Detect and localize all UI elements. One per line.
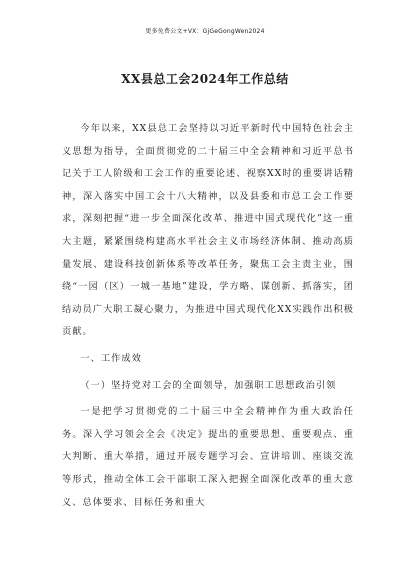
intro-paragraph: 今年以来，XX县总工会坚持以习近平新时代中国特色社会主义思想为指导，全面贯彻党的二十届三中全会精神和习近平总书记关于工人阶级和工会工作的重要论述、视察XX时的重要讲话精神，深入落实中国工会十八大精神，以及县委和市总工会工作要求，深刻把握“进一步全面深化改革、推进中国式现代化”这一重大主题，紧紧围绕构建高水平社会主义市场经济体制、推动高质量发展、建设科技创新体系等改革任务，聚焦工会主责主业，围绕“一园（区）一城一基地”建设，学方略、谋创新、抓落实，团结动员广大职工凝心聚力，为推进中国式现代化XX实践作出积极贡献。	[62, 123, 354, 338]
document-title: XX县总工会2024年工作总结	[121, 72, 289, 86]
header-note: 更多免费公文+VX：GjGeGongWen2024	[145, 28, 265, 35]
body-paragraph: 一是把学习贯彻党的二十届三中全会精神作为重大政治任务。深入学习领会全会《决定》提出的重要思想、重要观点、重大判断、重大举措，通过开展专题学习会、宣讲培训、座谈交流等形式，推动全体工会干部职工深入把握全面深化改革的重大意义、总体要求、目标任务和重大	[62, 406, 354, 508]
document-body	[62, 118, 354, 518]
section-heading: 一、工作成效	[80, 352, 142, 364]
subsection-heading: （一）坚持党对工会的全面领导，加强职工思想政治引领	[80, 379, 337, 391]
